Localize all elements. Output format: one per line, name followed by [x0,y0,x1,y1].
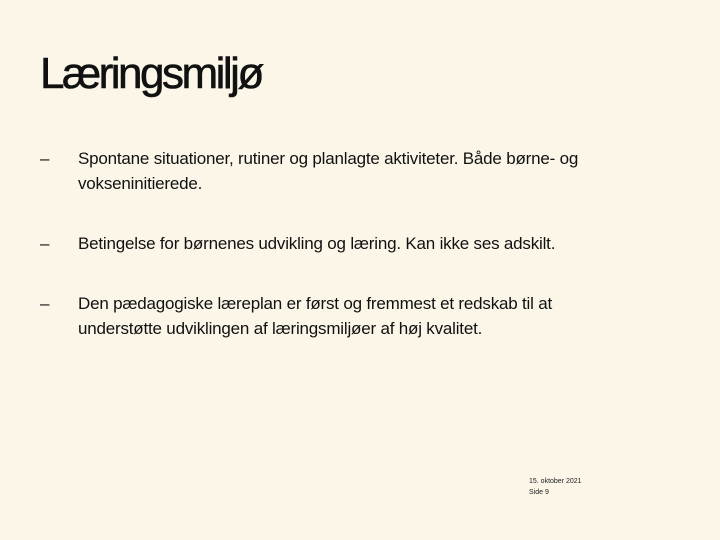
dash-marker: – [40,149,50,168]
slide-footer [529,476,582,498]
footer-page-number: Side 9 [529,489,549,496]
dash-marker: – [40,294,50,313]
bullet-text: Den pædagogiske læreplan er først og fremmest et redskab til at understøtte udviklingen af læringsmiljøer af høj kvalitet. [78,294,553,338]
dash-marker: – [40,234,50,253]
bullet-item [40,231,680,256]
bullet-list [40,146,680,376]
footer-date: 15. oktober 2021 [529,478,582,485]
bullet-text: Spontane situationer, rutiner og planlagte aktiviteter. Både børne- og vokseninitierede. [78,149,579,193]
bullet-text: Betingelse for børnenes udvikling og læring. Kan ikke ses adskilt. [78,234,556,253]
bullet-item [40,146,680,196]
slide-title: Læringsmiljø [40,49,262,98]
bullet-item [40,291,680,341]
